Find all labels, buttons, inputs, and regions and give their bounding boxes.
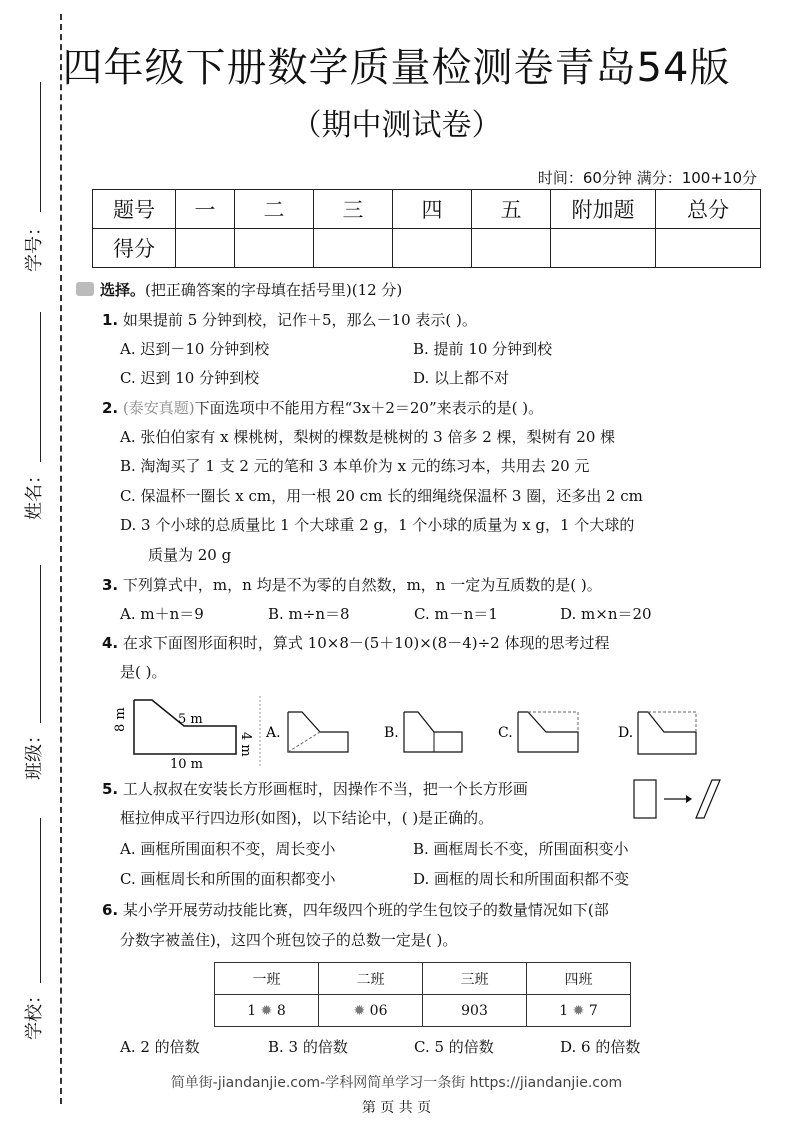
section-note: (把正确答案的字母填在括号里)(12 分): [145, 281, 403, 299]
score-header-cell: 附加题: [551, 190, 656, 229]
page-number: 第 页 共 页: [361, 1100, 432, 1116]
score-header-cell: 五: [472, 190, 551, 229]
table-row: [215, 995, 631, 1027]
question-3-stem: [102, 575, 602, 595]
table-cell: [527, 995, 631, 1027]
q3-option-c[interactable]: C. m－n＝1: [414, 605, 498, 623]
table-header-cell: 一班: [215, 963, 319, 995]
q5-option-b[interactable]: B. 画框周长不变，所围面积变小: [413, 840, 629, 858]
q4-label-left: 8 m: [113, 707, 128, 732]
name-field[interactable]: [40, 312, 41, 462]
q3-option-b[interactable]: B. m÷n＝8: [268, 605, 350, 623]
score-cell[interactable]: [393, 229, 472, 268]
cell-digit: 1: [247, 1002, 257, 1019]
score-cell[interactable]: [235, 229, 314, 268]
question-6-stem-cont: 分数字被盖住)，这四个班包饺子的总数一定是( )。: [120, 931, 458, 949]
score-header-cell: 总分: [656, 190, 761, 229]
q2-option-d-cont: 质量为 20 g: [148, 546, 232, 564]
q4-option-c-figure: [518, 712, 578, 752]
question-4-stem: [102, 633, 609, 653]
table-cell: [423, 995, 527, 1027]
q4-figures: [112, 692, 712, 772]
score-table: [92, 189, 761, 268]
splat-icon: ✹: [260, 1002, 273, 1019]
question-number: 2.: [102, 399, 119, 417]
table-cell: [215, 995, 319, 1027]
q2-option-d[interactable]: D. 3 个小球的总质量比 1 个大球重 2 g，1 个小球的质量为 x g，1 个大球的: [120, 516, 635, 534]
question-text: 某小学开展劳动技能比赛，四年级四个班的学生包饺子的数量情况如下(部: [122, 901, 609, 919]
q5-option-d[interactable]: D. 画框的周长和所围面积都不变: [413, 870, 630, 888]
q4-option-c-label[interactable]: C.: [498, 725, 513, 741]
q1-option-b[interactable]: B. 提前 10 分钟到校: [413, 340, 553, 358]
q3-option-a[interactable]: A. m＋n＝9: [120, 605, 204, 623]
q4-option-b-label[interactable]: B.: [384, 725, 399, 741]
q6-option-c[interactable]: C. 5 的倍数: [414, 1038, 494, 1056]
q1-option-c[interactable]: C. 迟到 10 分钟到校: [120, 369, 260, 387]
question-text: 下面选项中不能用方程“3x＋2＝20”来表示的是( )。: [194, 399, 544, 417]
footer-source: 简单街-jiandanjie.com-学科网简单学习一条街 https://jiandanjie.com: [170, 1075, 623, 1091]
q2-option-a[interactable]: A. 张伯伯家有 x 棵桃树，梨树的棵数是桃树的 3 倍多 2 棵，梨树有 20 棵: [120, 428, 616, 446]
splat-icon: ✹: [353, 1002, 366, 1019]
q4-option-b-figure: [404, 712, 462, 752]
question-5-stem: [102, 779, 528, 799]
q4-main-figure: [134, 700, 236, 754]
table-cell: [319, 995, 423, 1027]
q6-option-d[interactable]: D. 6 的倍数: [560, 1038, 641, 1056]
q1-option-a[interactable]: A. 迟到－10 分钟到校: [120, 340, 270, 358]
page-subtitle: （期中测试卷）: [291, 108, 502, 143]
school-field[interactable]: [40, 818, 41, 983]
question-text: 在求下面图形面积时，算式 10×8－(5＋10)×(8－4)÷2 体现的思考过程: [122, 634, 610, 652]
cell-digit: 8: [276, 1002, 286, 1019]
score-header-cell: 二: [235, 190, 314, 229]
q6-option-a[interactable]: A. 2 的倍数: [120, 1038, 200, 1056]
q2-option-b[interactable]: B. 淘淘买了 1 支 2 元的笔和 3 本单价为 x 元的练习本，共用去 20 元: [120, 457, 590, 475]
q5-option-a[interactable]: A. 画框所围面积不变，周长变小: [120, 840, 336, 858]
q4-option-d-dash: [648, 712, 696, 732]
source-tag: (泰安真题): [122, 399, 195, 417]
class-field[interactable]: [40, 565, 41, 723]
question-6-stem: [102, 900, 609, 920]
cell-digit: 06: [369, 1002, 388, 1019]
table-header-cell: 二班: [319, 963, 423, 995]
score-cell[interactable]: [472, 229, 551, 268]
parallelogram-frame: [696, 780, 720, 818]
score-header-cell: 三: [314, 190, 393, 229]
name-label: 姓名：: [24, 466, 45, 520]
score-header-row: [93, 190, 761, 229]
binding-dashed-line: [60, 14, 62, 1104]
question-number: 4.: [102, 634, 119, 652]
splat-icon: ✹: [572, 1002, 585, 1019]
score-header-cell: 四: [393, 190, 472, 229]
q4-label-top: 5 m: [178, 712, 203, 727]
q4-option-a-label[interactable]: A.: [266, 725, 281, 741]
question-text: 工人叔叔在安装长方形画框时，因操作不当，把一个长方形画: [122, 780, 528, 798]
score-row-label: 得分: [93, 229, 176, 268]
q2-option-c[interactable]: C. 保温杯一圈长 x cm，用一根 20 cm 长的细绳绕保温杯 3 圈，还多出 2 cm: [120, 487, 643, 505]
cell-digit: 7: [588, 1002, 598, 1019]
student-id-label: 学号：: [24, 218, 45, 272]
question-4-stem-cont: 是( )。: [120, 663, 167, 681]
q4-label-right: 4 m: [238, 732, 253, 757]
page-title: 四年级下册数学质量检测卷青岛54版: [62, 45, 731, 91]
arrow-icon: [686, 795, 692, 803]
section-title: 选择。: [100, 281, 146, 299]
question-number: 1.: [102, 311, 119, 329]
school-label: 学校：: [24, 986, 45, 1040]
q4-option-a-dash: [288, 732, 320, 752]
score-cell[interactable]: [551, 229, 656, 268]
question-5-stem-cont: 框拉伸成平行四边形(如图)，以下结论中，( )是正确的。: [120, 809, 494, 827]
class-label: 班级：: [24, 726, 45, 780]
q4-label-bottom: 10 m: [170, 757, 204, 772]
q1-option-d[interactable]: D. 以上都不对: [413, 369, 510, 387]
question-number: 3.: [102, 576, 119, 594]
q4-option-c-dash: [528, 712, 578, 732]
table-header-row: [215, 963, 631, 995]
section-badge: [76, 282, 94, 296]
q5-frame-figure: [632, 778, 724, 822]
score-row: [93, 229, 761, 268]
dumpling-table: [214, 962, 631, 1027]
time-info: 时间：60分钟 满分：100+10分: [537, 169, 757, 187]
q3-option-d[interactable]: D. m×n＝20: [560, 605, 652, 623]
table-header-cell: 四班: [527, 963, 631, 995]
question-2-stem: [102, 398, 543, 418]
cell-digit: 1: [559, 1002, 569, 1019]
question-number: 5.: [102, 780, 119, 798]
q4-option-d-label[interactable]: D.: [618, 725, 634, 741]
question-text: 如果提前 5 分钟到校，记作＋5，那么－10 表示( )。: [122, 311, 477, 329]
score-cell[interactable]: [176, 229, 235, 268]
rectangle-frame: [634, 780, 656, 818]
q5-option-c[interactable]: C. 画框周长和所围的面积都变小: [120, 870, 336, 888]
table-header-cell: 三班: [423, 963, 527, 995]
cell-digit: 903: [461, 1002, 488, 1019]
score-header-cell: 题号: [93, 190, 176, 229]
score-cell[interactable]: [656, 229, 761, 268]
score-header-cell: 一: [176, 190, 235, 229]
q6-option-b[interactable]: B. 3 的倍数: [268, 1038, 348, 1056]
q4-option-d-figure: [638, 712, 696, 754]
score-cell[interactable]: [314, 229, 393, 268]
question-number: 6.: [102, 901, 119, 919]
question-text: 下列算式中，m，n 均是不为零的自然数，m，n 一定为互质数的是( )。: [122, 576, 602, 594]
section-heading: [76, 280, 402, 300]
question-1-stem: [102, 310, 477, 330]
